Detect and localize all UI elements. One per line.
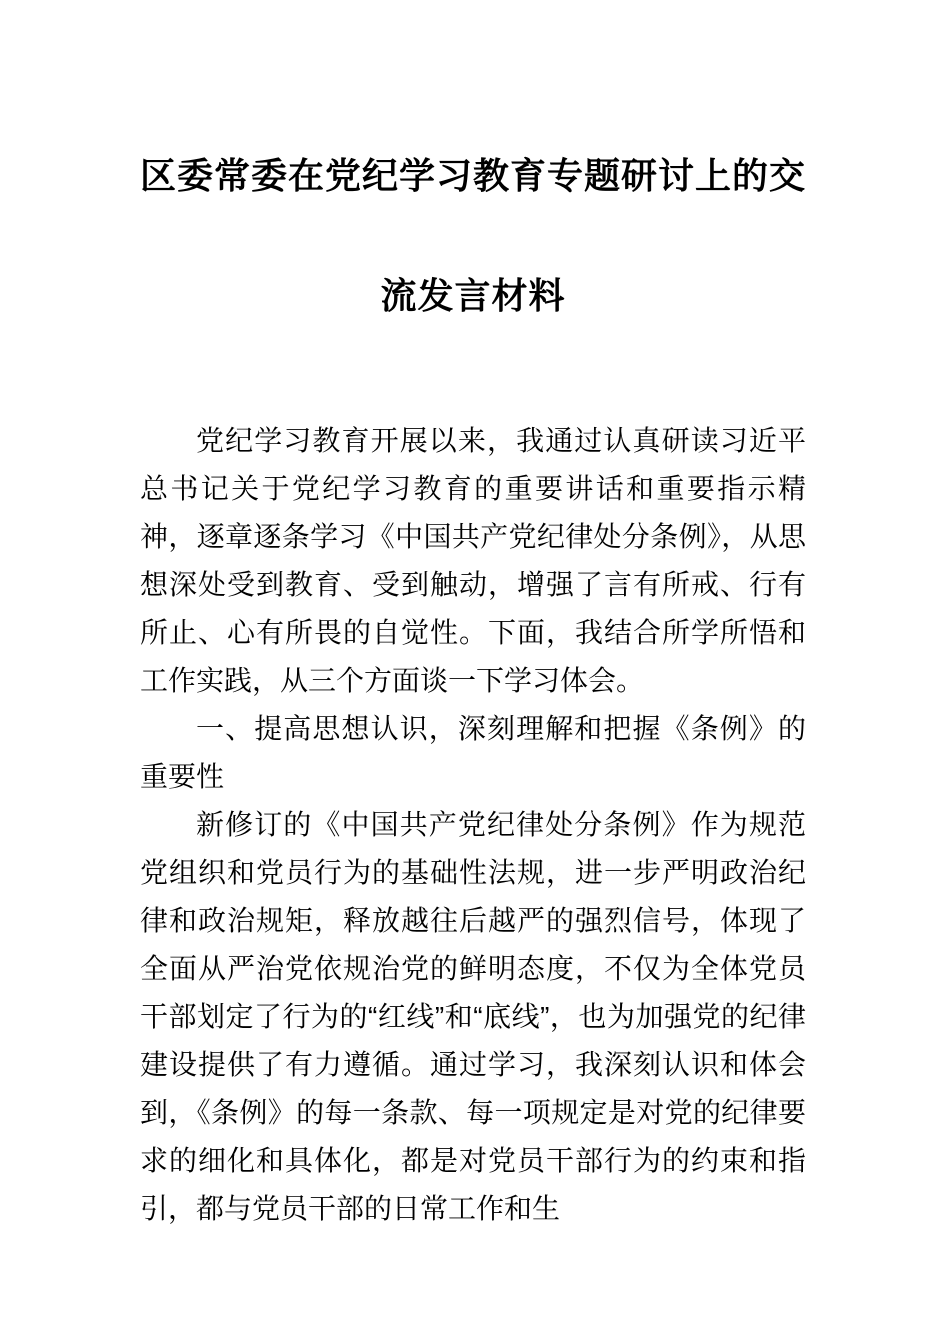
document-title-line-2: 流发言材料: [380, 275, 566, 316]
opening-paragraph: 党纪学习教育开展以来，我通过认真研读习近平总书记关于党纪学习教育的重要讲话和重要指示精神，逐章逐条学习《中国共产党纪律处分条例》，从思想深处受到教育、受到触动，增强了言有所戒、行有所止、心有所畏的自觉性。下面，我结合所学所悟和工作实践，从三个方面谈一下学习体会。: [140, 425, 806, 696]
document-title: [140, 116, 806, 356]
section-1-paragraph: 新修订的《中国共产党纪律处分条例》作为规范党组织和党员行为的基础性法规，进一步严明政治纪律和政治规矩，释放越往后越严的强烈信号，体现了全面从严治党依规治党的鲜明态度，不仅为全体党员干部划定了行为的“红线”和“底线”，也为加强党的纪律建设提供了有力遵循。通过学习，我深刻认识和体会到，《条例》的每一条款、每一项规定是对党的纪律要求的细化和具体化，都是对党员干部行为的约束和指引，都与党员干部的日常工作和生: [140, 809, 806, 1224]
document-body: [140, 417, 806, 1233]
document-title-line-1: 区委常委在党纪学习教育专题研讨上的交: [140, 155, 807, 196]
section-heading-1: 一、提高思想认识，深刻理解和把握《条例》的重要性: [140, 713, 806, 792]
